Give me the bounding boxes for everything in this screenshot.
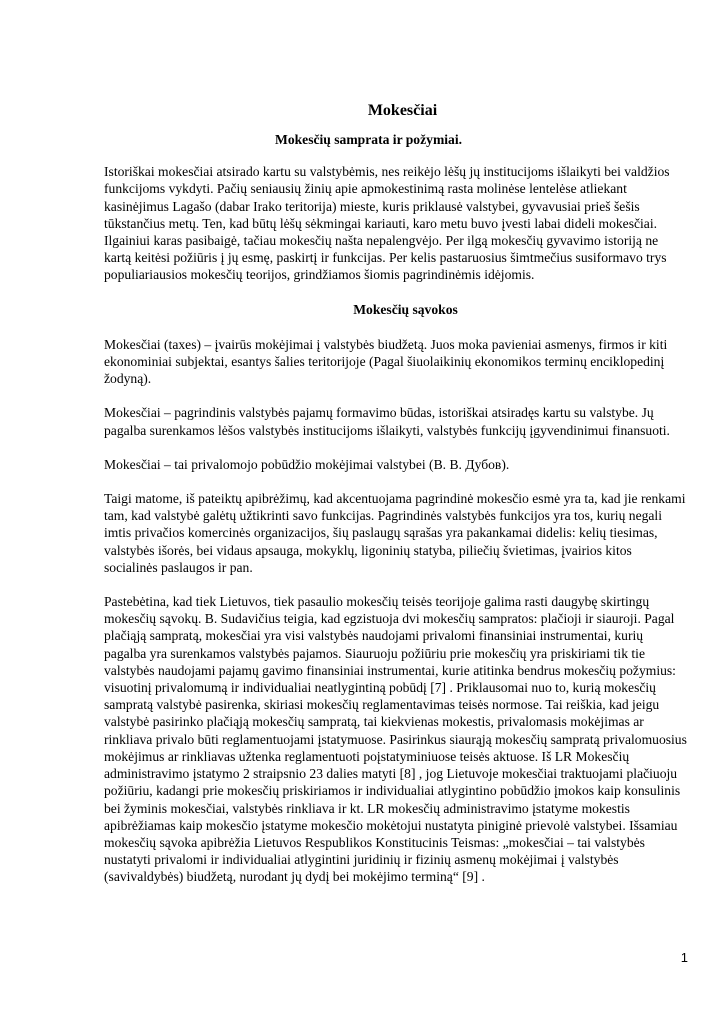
paragraph-1: Mokesčiai (taxes) – įvairūs mokėjimai į valstybės biudžetą. Juos moka pavieniai asmenys, firmos ir kiti ekonominiai subjektai, esantys šalies teritorijoje (Pagal šiuolaikinių ekonomikos terminų enciklopedinį žodyną).: [104, 336, 668, 387]
paragraph-2: Mokesčiai – pagrindinis valstybės pajamų formavimo būdas, istoriškai atsiradęs kartu su valstybe. Jų pagalba surenkamos lėšos valstybės institucijoms išlaikyti, valstybės funkcijų įgyvendinimui finansuoti.: [104, 405, 670, 438]
intro-paragraph: Istoriškai mokesčiai atsirado kartu su valstybėmis, nes reikėjo lėšų jų institucijoms išlaikyti bei valdžios funkcijoms vykdyti. Pačių seniausių žinių apie apmokestinimą rasta molinėse lentelėse atliekant kasinėjimus Lagašo (dabar Irako teritorija) mieste, kuris priklausė valstybei, gyvavusiai prieš šešis tūkstančius metų. Ten, kad būtų lėšų sėkmingai kariauti, karo metu buvo įvesti labai dideli mokesčiai. Ilgainiui karas pasibaigė, tačiau mokesčių našta nepalengvėjo. Per ilgą mokesčių gyvavimo istoriją ne kartą keitėsi požiūris į jų esmę, paskirtį ir funkcijas. Per kelis pastaruosius šimtmečius susiformavo trys populiariausios mokesčių teorijos, grindžiamos šiomis pagrindinėmis idėjomis.: [104, 164, 670, 283]
paragraph-4: Taigi matome, iš pateiktų apibrėžimų, kad akcentuojama pagrindinė mokesčio esmė yra ta, kad jie renkami tam, kad valstybė galėtų užtikrinti savo funkcijas. Pagrindinės valstybės funkcijos yra tos, kurių negali imtis privačios komercinės organizacijos, šių paslaugų sąrašas yra pakankamai didelis: kelių tiesimas, valstybės išorės, bei vidaus apsauga, mokyklų, ligoninių statyba, piliečių švietimas, įvairios kitos socialinės paslaugos ir pan.: [104, 491, 686, 575]
page-number: 1: [680, 950, 688, 965]
section-heading: Mokesčių sąvokos: [353, 301, 458, 317]
paragraph-3: Mokesčiai – tai privalomojo pobūdžio mokėjimai valstybei (B. B. Дубов).: [104, 456, 510, 472]
document-body: [104, 101, 687, 903]
paragraph-5: Pastebėtina, kad tiek Lietuvos, tiek pasaulio mokesčių teisės teorijoje galima rasti daugybę skirtingų mokesčių sąvokų. B. Sudavičius teigia, kad egzistuoja dvi mokesčių sampratos: plačioji ir siauroji. Pagal plačiąją sampratą, mokesčiai yra visi valstybės naudojami privalomi finansiniai instrumentai, kurių pagalba yra surenkamos valstybės pajamos. Siauruoju požiūriu prie mokesčių yra priskiriami tik tie valstybės naudojami pajamų gavimo finansiniai instrumentai, kurie atitinka bendrus mokesčių požymius: visuotinį privalomumą ir individualiai neatlygintiną pobūdį [7] . Priklausomai nuo to, kurią mokesčių sampratą valstybė pasirenka, skiriasi mokesčių reglamentavimas teisės normose. Tai reiškia, kad jeigu valstybė pasirinko plačiąją mokesčių sampratą, tai kiekvienas mokestis, privalomasis mokėjimas ar rinkliava privalo būti reglamentuojami įstatymuose. Pasirinkus siaurąją mokesčių sampratą privalomuosius mokėjimus ar rinkliavas užtenka reglamentuoti poįstatyminiuose teisės aktuose. Iš LR Mokesčių administravimo įstatymo 2 straipsnio 23 dalies matyti [8] , jog Lietuvoje mokesčiai traktuojami plačiuoju požiūriu, kadangi prie mokesčių priskiriamos ir individualiai atlygintino pobūdžio įmokos kaip konsulinis bei žyminis mokesčiai, valstybės rinkliava ir kt. LR mokesčių administravimo įstatyme mokestis apibrėžiamas kaip mokesčio įstatyme mokesčio mokėtojui nustatyta piniginė prievolė valstybei. Išsamiau mokesčių sąvoka apibrėžia Lietuvos Respublikos Konstitucinis Teismas: „mokesčiai – tai valstybės nustatyti privalomi ir individualiai atlygintini juridinių ir fizinių asmenų mokėjimai į valstybės (savivaldybės) biudžetą, nurodant jų dydį bei mokėjimo terminą“ [9] .: [104, 594, 687, 885]
document-subtitle: Mokesčių samprata ir požymiai.: [274, 132, 463, 147]
document-title: Mokesčiai: [367, 102, 438, 119]
